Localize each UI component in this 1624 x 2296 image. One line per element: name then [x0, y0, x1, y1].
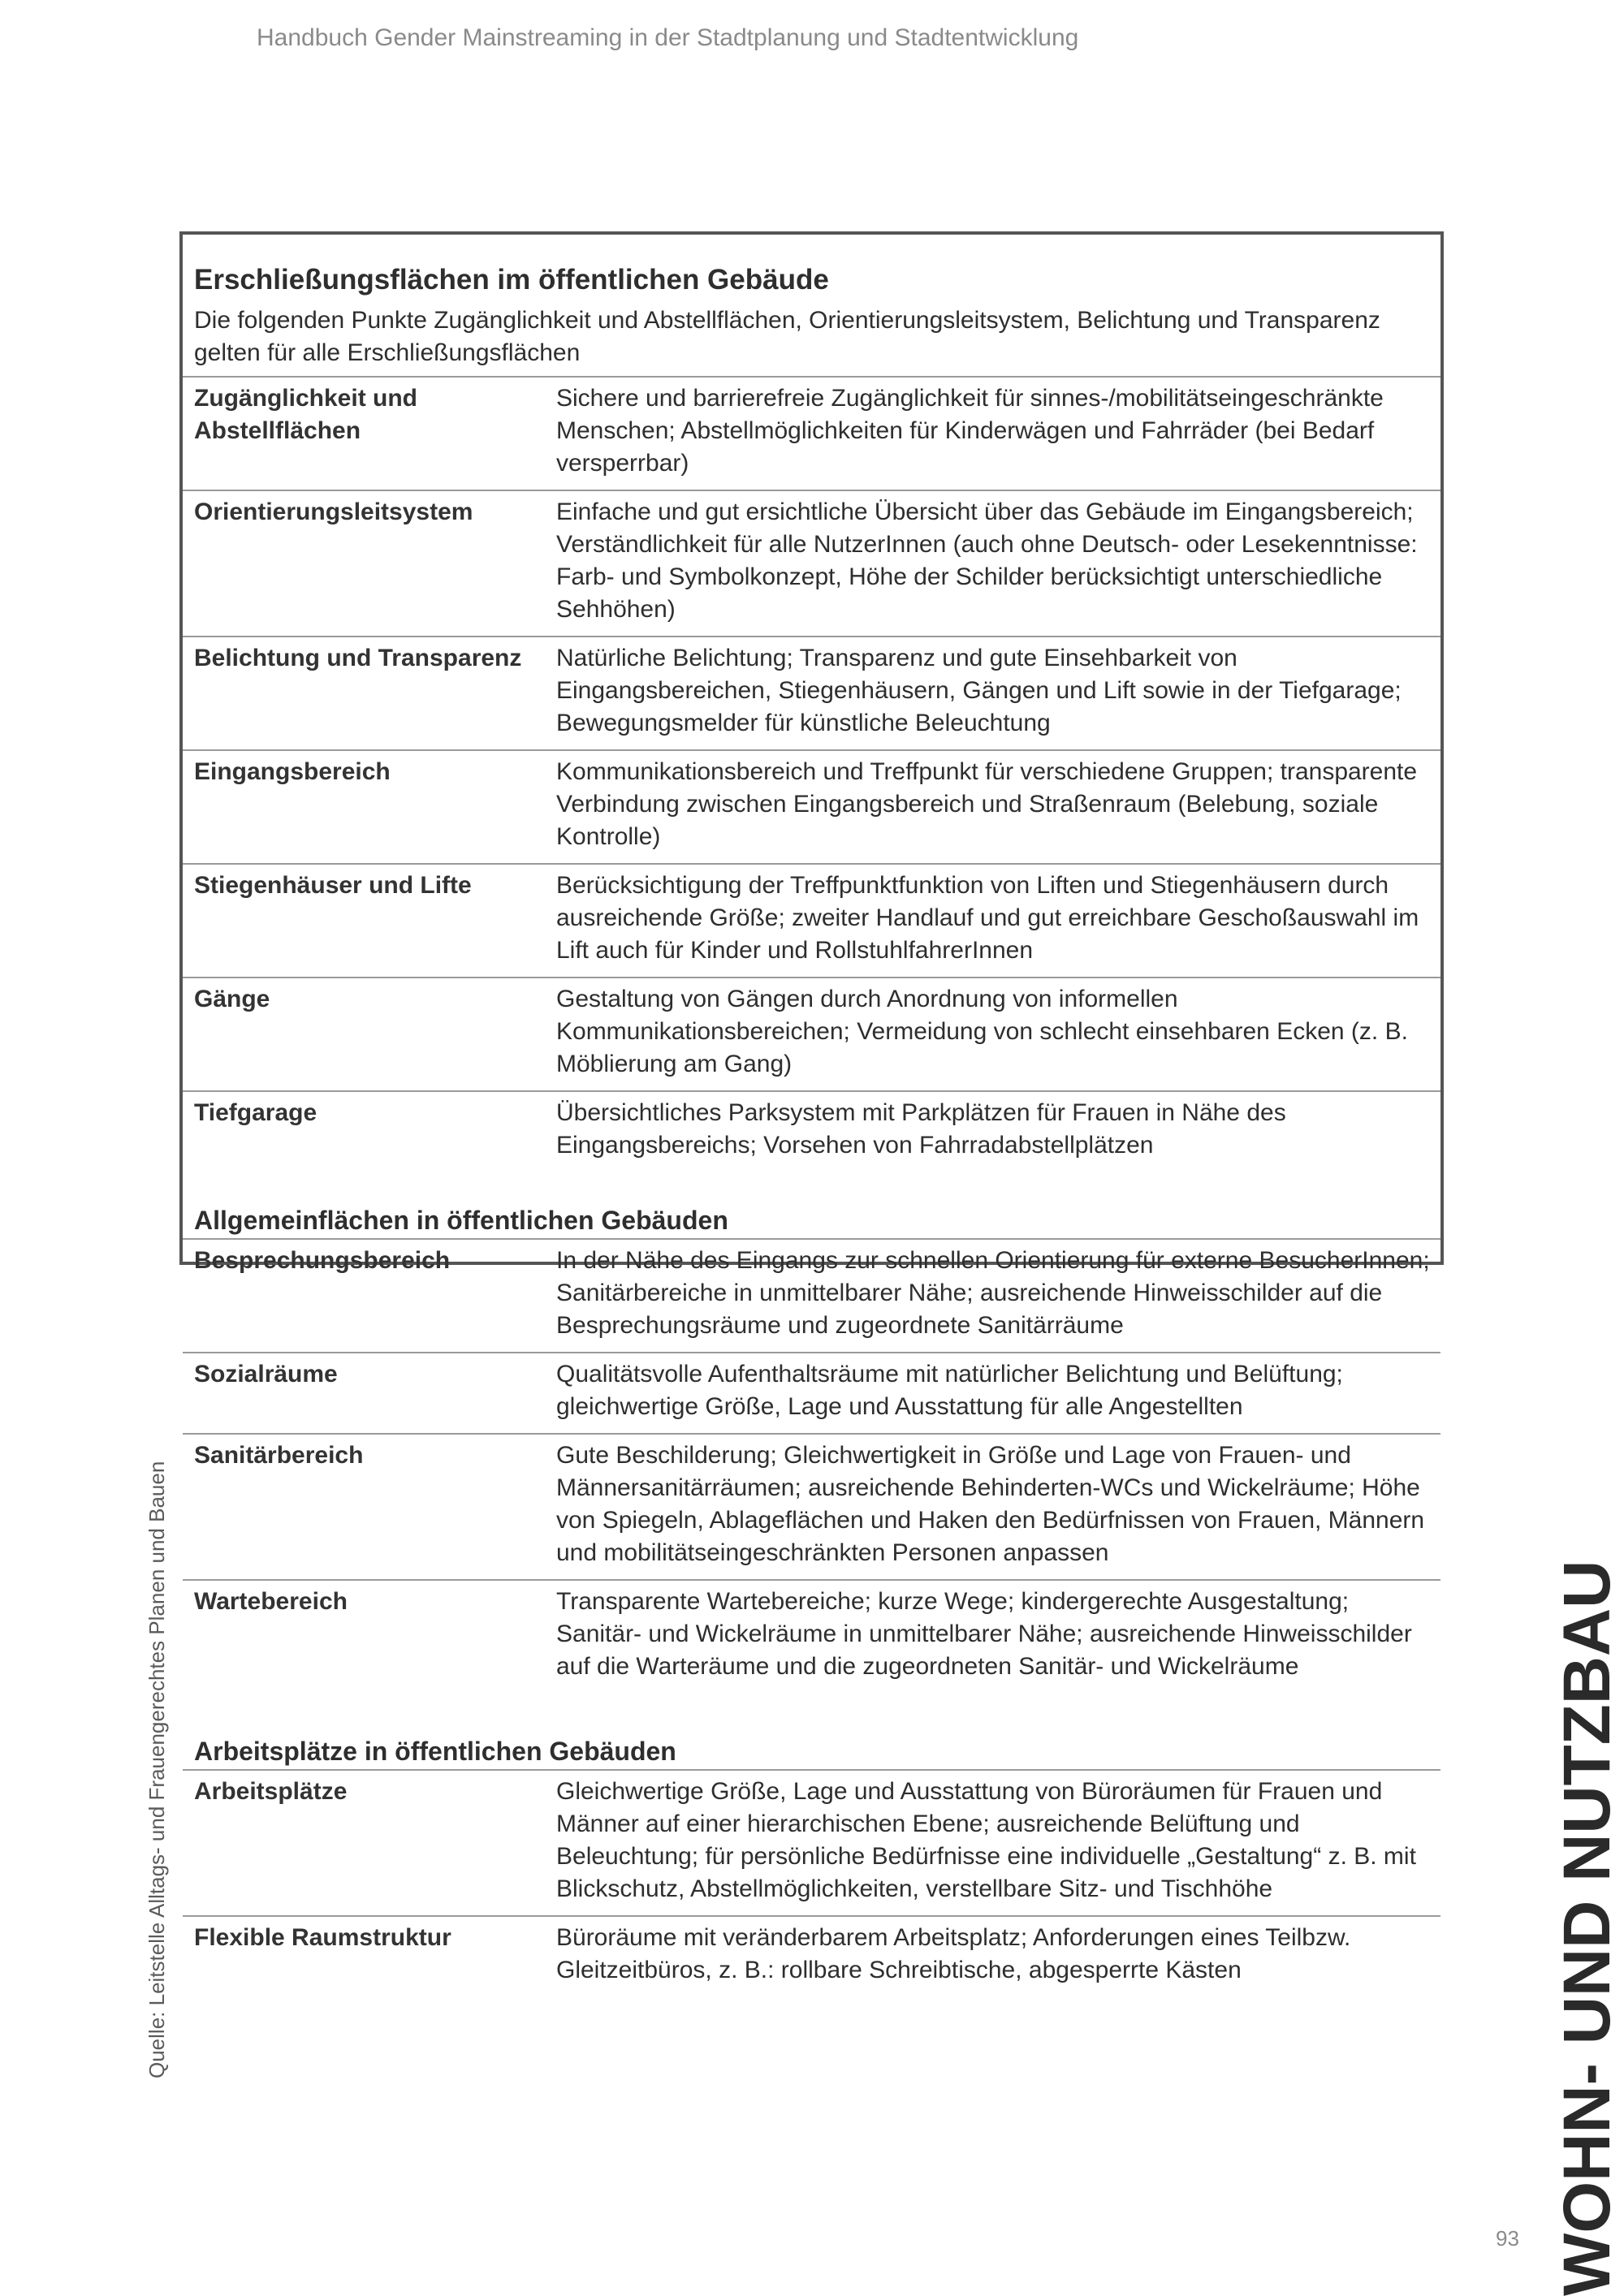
row-label: Tiefgarage: [194, 1099, 317, 1126]
running-header: Handbuch Gender Mainstreaming in der Stadtplanung und Stadtentwicklung: [257, 24, 1079, 51]
allgemein-table: [183, 1238, 1440, 1693]
table-row: [183, 377, 1440, 490]
section-title-arbeitsplaetze: Arbeitsplätze in öffentlichen Gebäuden: [194, 1737, 676, 1766]
page-number: 93: [1496, 2226, 1519, 2251]
box-title: Erschließungsflächen im öffentlichen Gebäude: [194, 264, 829, 296]
row-text: Qualitätsvolle Aufenthaltsräume mit natürlicher Belichtung und Belüftung; gleichwertige Größe, Lage und Ausstattung für alle Angestellten: [556, 1361, 1343, 1420]
table-row: [183, 1353, 1440, 1434]
row-text: Gute Beschilderung; Gleichwertigkeit in Größe und Lage von Frauen- und Männersanitärräumen; ausreichende Behinderten-WCs und Wickelräume; Höhe von Spiegeln, Ablageflächen und Haken den Bedürfnissen von Frauen, Männern und mobilitätseingeschränkten Personen anpassen: [556, 1442, 1425, 1566]
row-label: Besprechungsbereich: [194, 1247, 451, 1274]
table-row: [183, 637, 1440, 750]
table-row: [183, 864, 1440, 978]
row-label: Belichtung und Transparenz: [194, 645, 522, 671]
row-label: Sozialräume: [194, 1361, 338, 1388]
table-row: [183, 1770, 1440, 1916]
table-row: [183, 978, 1440, 1091]
chapter-tab: WOHN- UND NUTZBAU: [1550, 1560, 1624, 2296]
row-text: Kommunikationsbereich und Treffpunkt für verschiedene Gruppen; transparente Verbindung zwischen Eingangsbereich und Straßenraum (Belebung, soziale Kontrolle): [556, 758, 1418, 850]
row-text: Sichere und barrierefreie Zugänglichkeit für sinnes-/mobilitätseingeschränkte Menschen; Abstellmöglichkeiten für Kinderwägen und Fahrräder (bei Bedarf versperrbar): [556, 385, 1384, 477]
row-text: Gleichwertige Größe, Lage und Ausstattung von Büroräumen für Frauen und Männer auf einer hierarchischen Ebene; ausreichende Belüftung und Beleuchtung; für persönliche Bedürfnisse eine individuelle „Gestaltung“ z. B. mit Blickschutz, Abstellmöglichkeiten, verstellbare Sitz- und Tischhöhe: [556, 1778, 1416, 1902]
row-label: Wartebereich: [194, 1588, 348, 1615]
content-box: [179, 231, 1444, 1983]
table-row: [183, 1580, 1440, 1693]
table-row: [183, 1916, 1440, 1996]
table-row: [183, 1239, 1440, 1353]
row-text: Berücksichtigung der Treffpunktfunktion von Liften und Stiegenhäusern durch ausreichende Größe; zweiter Handlauf und gut erreichbare Geschoßauswahl im Lift auch für Kinder und RollstuhlfahrerInnen: [556, 872, 1419, 964]
row-text: Natürliche Belichtung; Transparenz und gute Einsehbarkeit von Eingangsbereichen, Stiegenhäusern, Gängen und Lift sowie in der Tiefgarage; Bewegungsmelder für künstliche Beleuchtung: [556, 645, 1402, 736]
row-text: Gestaltung von Gängen durch Anordnung von informellen Kommunikationsbereichen; Vermeidung von schlecht einsehbaren Ecken (z. B. Möblierung am Gang): [556, 986, 1408, 1077]
row-text: Übersichtliches Parksystem mit Parkplätzen für Frauen in Nähe des Eingangsbereichs; Vorsehen von Fahrradabstellplätzen: [556, 1099, 1286, 1159]
arbeitsplaetze-table: [183, 1769, 1440, 1996]
source-note: Quelle: Leitstelle Alltags- und Frauengerechtes Planen und Bauen: [145, 1461, 169, 2078]
row-label: Flexible Raumstruktur: [194, 1924, 451, 1951]
row-label: Sanitärbereich: [194, 1442, 364, 1469]
table-row: [183, 1091, 1440, 1172]
row-label: Zugänglichkeit und Abstellflächen: [194, 385, 417, 444]
row-label: Gänge: [194, 986, 270, 1012]
erschliessung-table: [183, 376, 1440, 1172]
row-label: Arbeitsplätze: [194, 1778, 348, 1805]
section-title-allgemein: Allgemeinflächen in öffentlichen Gebäuden: [194, 1206, 728, 1235]
table-row: [183, 1434, 1440, 1580]
row-text: Büroräume mit veränderbarem Arbeitsplatz; Anforderungen eines Teilbzw. Gleitzeitbüros, z. B.: rollbare Schreibtische, abgesperrte Kästen: [556, 1924, 1351, 1983]
row-label: Eingangsbereich: [194, 758, 391, 785]
row-label: Stiegenhäuser und Lifte: [194, 872, 472, 899]
box-intro: Die folgenden Punkte Zugänglichkeit und Abstellflächen, Orientierungsleitsystem, Belichtung und Transparenz gelten für alle Erschließungsflächen: [194, 307, 1380, 366]
row-text: In der Nähe des Eingangs zur schnellen Orientierung für externe BesucherInnen; Sanitärbereiche in unmittelbarer Nähe; ausreichende Hinweisschilder auf die Besprechungsräume und zugeordnete Sanitärräume: [556, 1247, 1430, 1339]
row-label: Orientierungsleitsystem: [194, 498, 473, 525]
row-text: Transparente Wartebereiche; kurze Wege; kindergerechte Ausgestaltung; Sanitär- und Wickelräume in unmittelbarer Nähe; ausreichende Hinweisschilder auf die Warteräume und die zugeordneten Sanitär- und Wickelräume: [556, 1588, 1412, 1680]
table-row: [183, 490, 1440, 637]
row-text: Einfache und gut ersichtliche Übersicht über das Gebäude im Eingangsbereich; Verständlichkeit für alle NutzerInnen (auch ohne Deutsch- oder Lesekenntnisse: Farb- und Symbolkonzept, Höhe der Schilder berücksichtigt unterschiedliche Sehhöhen): [556, 498, 1418, 623]
table-row: [183, 750, 1440, 864]
